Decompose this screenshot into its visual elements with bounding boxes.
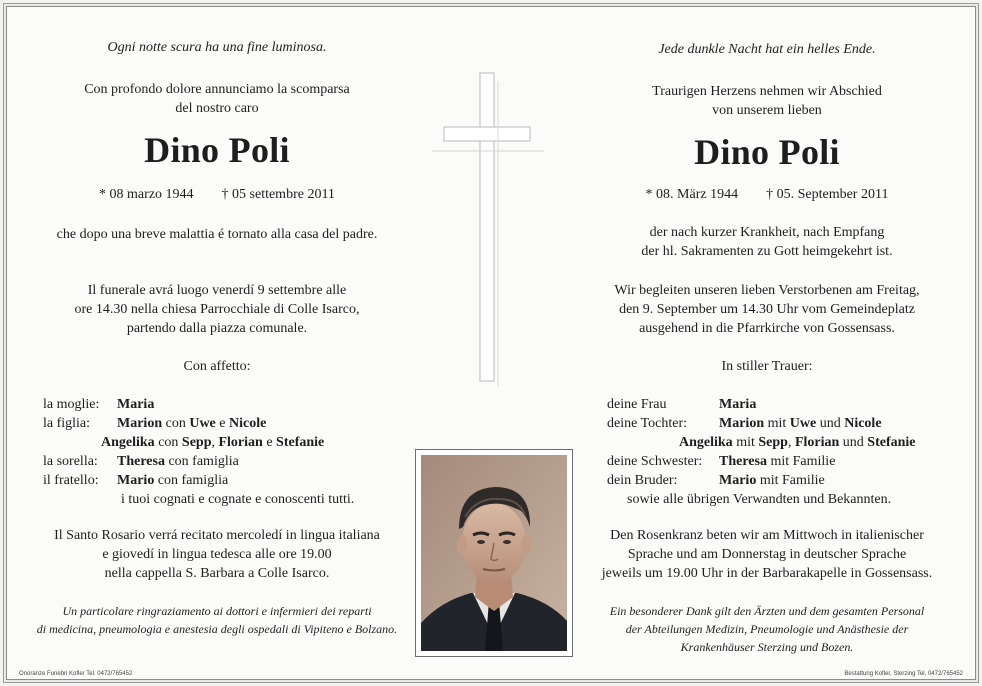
relative-name: Angelika: [101, 435, 155, 450]
relation-label: la moglie:: [43, 397, 100, 412]
relative-name: Stefanie: [867, 435, 916, 450]
family-row: [607, 452, 967, 471]
connector-text: con famiglia: [154, 473, 229, 488]
birth-date-de: * 08. März 1944: [645, 187, 739, 202]
family-row: [607, 433, 967, 452]
relative-name: Uwe: [789, 416, 817, 431]
passing-de: der nach kurzer Krankheit, nach Empfang der hl. Sakramenten zu Gott heimgekehrt ist.: [641, 225, 893, 259]
funeral-de: Wir begleiten unseren lieben Verstorbenen am Freitag, den 9. September um 14.30 Uhr vom Gemeindeplatz ausgehend in die Pfarrkirche von Gossensass.: [614, 283, 920, 336]
dates-de: [567, 187, 967, 203]
relative-name: Sepp: [758, 435, 788, 450]
family-row: [43, 433, 423, 452]
relative-name: Angelika: [679, 435, 733, 450]
obituary-card: [6, 6, 976, 680]
affection-it: Con affetto:: [183, 359, 251, 374]
relative-name: Nicole: [844, 416, 882, 431]
relative-name: Stefanie: [276, 435, 325, 450]
relatives-names: [719, 452, 835, 471]
cross-icon: [432, 71, 552, 391]
connector-text: mit Familie: [766, 454, 836, 469]
relative-name: Mario: [117, 473, 155, 488]
thanks-it: Un particolare ringraziamento ai dottori e infermieri dei reparti di medicina, pneumologia e anestesia degli ospedali di Vipiteno e Bolzano.: [36, 604, 398, 636]
portrait-photo: [421, 455, 567, 651]
rosary-de: Den Rosenkranz beten wir am Mittwoch in italienischer Sprache und am Donnerstag in deutscher Sprache jeweils um 19.00 Uhr in der Barbarakapelle in Gossensass.: [601, 528, 933, 581]
relatives-names: [117, 395, 154, 414]
affection-de: In stiller Trauer:: [721, 359, 813, 374]
connector-text: mit Familie: [756, 473, 825, 488]
motto-it: Ogni notte scura ha una fine luminosa.: [107, 40, 327, 55]
funeral-it: Il funerale avrá luogo venerdí 9 settembre alle ore 14.30 nella chiesa Parrocchiale di Colle Isarco, partendo dalla piazza comunale.: [74, 283, 360, 336]
family-row: [607, 490, 967, 509]
relative-name: Florian: [218, 435, 263, 450]
german-column: [567, 7, 967, 679]
relation-label: la figlia:: [43, 416, 91, 431]
connector-text: mit: [764, 416, 790, 431]
relative-name: Mario: [719, 473, 757, 488]
relatives-names: [627, 490, 891, 509]
family-row: [607, 395, 967, 414]
relative-name: Theresa: [117, 454, 165, 469]
thanks-de: Ein besonderer Dank gilt den Ärzten und dem gesamten Personal der Abteilungen Medizin, Pneumologie und Anästhesie der Krankenhäuser Sterzing und Bozen.: [609, 604, 925, 654]
connector-text: con: [162, 416, 190, 431]
intro-de: Traurigen Herzens nehmen wir Abschied von unserem lieben: [652, 84, 882, 118]
relative-name: Uwe: [189, 416, 216, 431]
connector-text: e: [262, 435, 277, 450]
relatives-names: [117, 471, 228, 490]
relative-name: Maria: [117, 397, 155, 412]
relation-label: il fratello:: [43, 473, 99, 488]
relative-name: Maria: [719, 397, 757, 412]
relatives-names: [719, 395, 756, 414]
relative-name: Marion: [719, 416, 765, 431]
relation-label: deine Schwester:: [607, 454, 703, 469]
relative-name: Theresa: [719, 454, 767, 469]
relatives-names: [101, 433, 324, 452]
credit-de: Bestattung Kofler, Sterzing Tel. 0472/765452: [844, 671, 963, 677]
relatives-names: [719, 471, 825, 490]
connector-text: con famiglia: [164, 454, 239, 469]
relative-name: Sepp: [181, 435, 212, 450]
connector-text: con: [154, 435, 182, 450]
relatives-names: [719, 414, 882, 433]
intro-it: Con profondo dolore annunciamo la scomparsa del nostro caro: [84, 82, 350, 116]
relatives-names: [121, 490, 354, 509]
connector-text: und: [839, 435, 868, 450]
family-row: [43, 452, 423, 471]
family-row: [43, 395, 423, 414]
relation-label: deine Tochter:: [607, 416, 688, 431]
connector-text: i tuoi cognati e cognate e conoscenti tutti.: [121, 492, 355, 507]
connector-text: mit: [732, 435, 759, 450]
death-date-it: † 05 settembre 2011: [221, 187, 335, 202]
relative-name: Nicole: [228, 416, 267, 431]
relative-name: Florian: [794, 435, 840, 450]
relatives-names: [117, 414, 266, 433]
dates-it: [17, 187, 417, 203]
family-row: [607, 414, 967, 433]
rosary-it: Il Santo Rosario verrá recitato mercoledí in lingua italiana e giovedí in lingua tedesca alle ore 19.00 nella cappella S. Barbara a Colle Isarco.: [54, 528, 380, 581]
birth-date-it: * 08 marzo 1944: [99, 187, 194, 202]
family-list-it: [43, 395, 423, 509]
passing-it: che dopo una breve malattia é tornato alla casa del padre.: [56, 227, 378, 242]
family-row: [43, 414, 423, 433]
connector-text: ,: [787, 435, 795, 450]
connector-text: ,: [211, 435, 219, 450]
relative-name: Marion: [117, 416, 163, 431]
connector-text: sowie alle übrigen Verwandten und Bekannten.: [627, 492, 892, 507]
family-list-de: [607, 395, 967, 509]
credit-it: Onoranze Funebri Kofler Tel. 0472/765452: [19, 671, 133, 677]
relation-label: la sorella:: [43, 454, 98, 469]
deceased-name-it: Dino Poli: [144, 130, 290, 170]
relation-label: dein Bruder:: [607, 473, 678, 488]
relation-label: deine Frau: [607, 397, 667, 412]
italian-column: [17, 7, 417, 679]
portrait-frame: [415, 449, 573, 657]
relatives-names: [117, 452, 239, 471]
motto-de: Jede dunkle Nacht hat ein helles Ende.: [658, 42, 876, 57]
connector-text: und: [816, 416, 845, 431]
connector-text: e: [215, 416, 229, 431]
death-date-de: † 05. September 2011: [766, 187, 889, 202]
family-row: [43, 490, 423, 509]
family-row: [43, 471, 423, 490]
family-row: [607, 471, 967, 490]
deceased-name-de: Dino Poli: [694, 132, 840, 172]
relatives-names: [679, 433, 916, 452]
